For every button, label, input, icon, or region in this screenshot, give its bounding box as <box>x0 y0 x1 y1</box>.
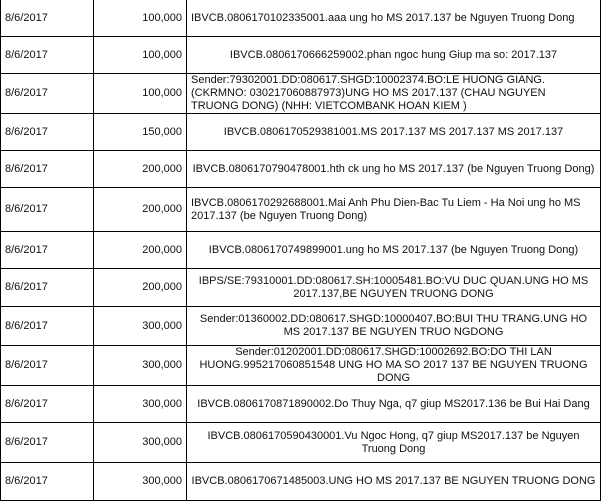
description-cell: Sender:01202001.DD:080617.SHGD:10002692.BO:DO THI LAN HUONG.995217060851548 UNG HO MA SO 2017 137 BE NGUYEN TRUONG DONG <box>187 346 601 386</box>
description-cell: IBVCB.0806170590430001.Vu Ngoc Hong, q7 giup MS2017.137 be Nguyen Truong Dong <box>187 423 601 463</box>
table-row <box>1 269 601 307</box>
description-cell: IBVCB.0806170871890002.Do Thuy Nga, q7 giup MS2017.136 be Bui Hai Dang <box>187 386 601 423</box>
date-cell: 8/6/2017 <box>1 346 94 386</box>
description-cell: IBVCB.0806170790478001.hth ck ung ho MS 2017.137 (be Nguyen Truong Dong) <box>187 151 601 188</box>
amount-cell: 300,000 <box>94 307 187 346</box>
date-cell: 8/6/2017 <box>1 114 94 151</box>
table-row <box>1 386 601 423</box>
description-cell: Sender:79302001.DD:080617.SHGD:10002374.BO:LE HUONG GIANG.(CKRMNO: 0302170608879​73)UNG HO MS 2017.137 (CHAU NGUYEN TRUONG DONG) (NHH: VIETCOMBANK HOAN KIEM ) <box>187 74 601 114</box>
date-cell: 8/6/2017 <box>1 74 94 114</box>
table-row <box>1 232 601 269</box>
amount-cell: 100,000 <box>94 37 187 74</box>
date-cell: 8/6/2017 <box>1 269 94 307</box>
amount-cell: 300,000 <box>94 346 187 386</box>
date-cell: 8/6/2017 <box>1 232 94 269</box>
amount-cell: 200,000 <box>94 151 187 188</box>
amount-cell: 300,000 <box>94 423 187 463</box>
date-cell: 8/6/2017 <box>1 307 94 346</box>
date-cell: 8/6/2017 <box>1 151 94 188</box>
table-row <box>1 188 601 232</box>
table-row <box>1 463 601 501</box>
amount-cell: 300,000 <box>94 463 187 501</box>
description-cell: IBVCB.0806170749899001.ung ho MS 2017.137 (be Nguyen Truong Dong) <box>187 232 601 269</box>
amount-cell: 200,000 <box>94 232 187 269</box>
table-row <box>1 307 601 346</box>
amount-cell: 200,000 <box>94 269 187 307</box>
amount-cell: 100,000 <box>94 0 187 37</box>
table-row <box>1 114 601 151</box>
description-cell: IBVCB.0806170529381001.MS 2017.137 MS 2017.137 MS 2017.137 <box>187 114 601 151</box>
date-cell: 8/6/2017 <box>1 463 94 501</box>
amount-cell: 200,000 <box>94 188 187 232</box>
table-row <box>1 151 601 188</box>
table-row <box>1 37 601 74</box>
date-cell: 8/6/2017 <box>1 386 94 423</box>
amount-cell: 150,000 <box>94 114 187 151</box>
date-cell: 8/6/2017 <box>1 188 94 232</box>
description-cell: Sender:01360002.DD:080617.SHGD:10000407.BO:BUI THU TRANG.UNG HO MS 2017.137 BE NGUYEN TRUO NGDONG <box>187 307 601 346</box>
table-row <box>1 74 601 114</box>
table-row <box>1 346 601 386</box>
amount-cell: 100,000 <box>94 74 187 114</box>
date-cell: 8/6/2017 <box>1 0 94 37</box>
description-cell: IBVCB.0806170102335001.aaa ung ho MS 2017.137 be Nguyen Truong Dong <box>187 0 601 37</box>
description-cell: IBVCB.0806170292688001.Mai Anh Phu Dien-Bac Tu Liem - Ha Noi ung ho MS 2017.137 (be Nguyen Truong Dong) <box>187 188 601 232</box>
amount-cell: 300,000 <box>94 386 187 423</box>
date-cell: 8/6/2017 <box>1 423 94 463</box>
table-row <box>1 423 601 463</box>
date-cell: 8/6/2017 <box>1 37 94 74</box>
table-row <box>1 0 601 37</box>
description-cell: IBVCB.0806170666259002.phan ngoc hung Giup ma so: 2017.137 <box>187 37 601 74</box>
description-cell: IBPS/SE:79310001.DD:080617.SH:10005481.BO:VU DUC QUAN.UNG HO MS 2017.137,BE NGUYEN TRUONG DONG <box>187 269 601 307</box>
description-cell: IBVCB.0806170671485003.UNG HO MS 2017.137 BE NGUYEN TRUONG DONG <box>187 463 601 501</box>
